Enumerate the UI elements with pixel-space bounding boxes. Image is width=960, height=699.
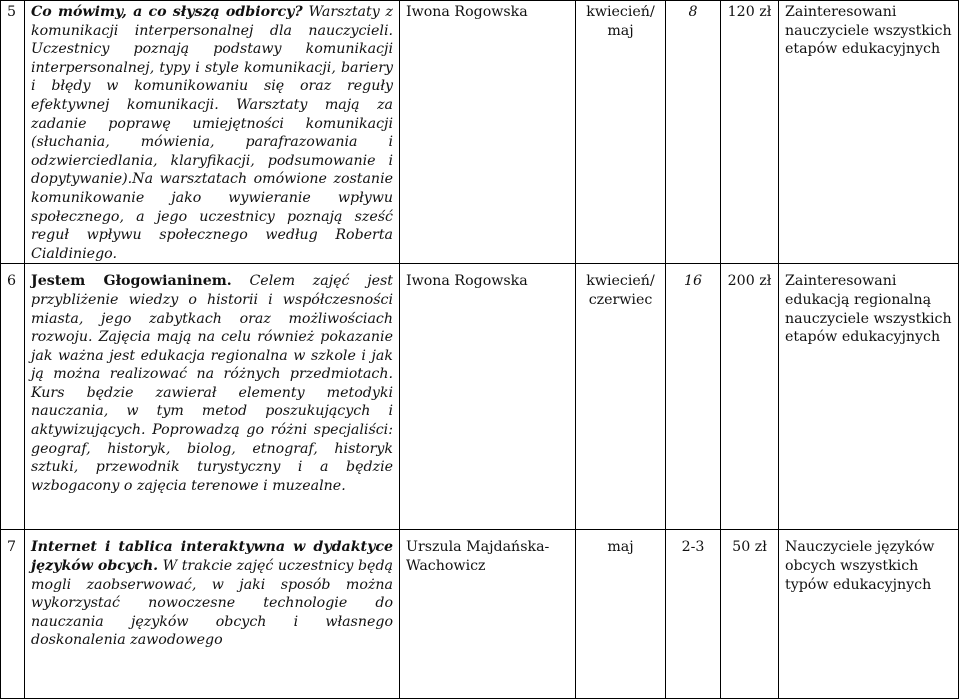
- course-target: Zainteresowani nauczyciele wszystkich etapów edukacyjnych: [779, 1, 959, 264]
- row-number: 6: [1, 264, 25, 530]
- course-price: 50 zł: [721, 530, 779, 699]
- course-author: Iwona Rogowska: [400, 264, 576, 530]
- row-number: 7: [1, 530, 25, 699]
- course-date: kwiecień/ czerwiec: [576, 264, 666, 530]
- course-target: Nauczyciele języków obcych wszystkich typów edukacyjnych: [779, 530, 959, 699]
- course-title: Jestem Głogowianinem.: [31, 273, 232, 290]
- course-date: kwiecień/ maj: [576, 1, 666, 264]
- course-author: Iwona Rogowska: [400, 1, 576, 264]
- course-title: Co mówimy, a co słyszą odbiorcy?: [31, 4, 303, 20]
- course-target: Zainteresowani edukacją regionalną nauczyciele wszystkich etapów edukacyjnych: [779, 264, 959, 530]
- course-description: [25, 264, 400, 530]
- course-hours: 2-3: [666, 530, 721, 699]
- table-row: [1, 264, 959, 530]
- course-text: Celem zajęć jest przybliżenie wiedzy o historii i współczesności miasta, jego zabytkach oraz możliwościach rozwoju. Zajęcia mają na celu również pokazanie jak ważna jest edukacja regionalna w szkole i jak ją można realizować na różnych przedmiotach. Kurs będzie zawierał elementy metodyki nauczania, w tym metod poszukujących i aktywizujących. Poprowadzą go różni specjaliści: geograf, historyk, biolog, etnograf, historyk sztuki, przewodnik turystyczny i a będzie wzbogacony o zajęcia terenowe i muzealne.: [31, 273, 393, 494]
- course-hours: 8: [666, 1, 721, 264]
- course-price: 200 zł: [721, 264, 779, 530]
- row-number: 5: [1, 1, 25, 264]
- course-text: W trakcie zajęć uczestnicy będą mogli zaobserwować, w jaki sposób można wykorzystać nowoczesne technologie do nauczania języków obcych i własnego doskonalenia zawodowego: [31, 557, 393, 649]
- course-title: Internet i tablica interaktywna w dydaktyce języków obcych.: [31, 539, 393, 574]
- course-hours: 16: [666, 264, 721, 530]
- course-text: Warsztaty z komunikacji interpersonalnej dla nauczycieli. Uczestnicy poznają podstawy komunikacji interpersonalnej, typy i style komunikacji, bariery i błędy w komunikowaniu się oraz reguły efektywnej komunikacji. Warsztaty mają za zadanie poprawę umiejętności komunikacji (słuchania, mówienia, parafrazowania i odzwierciedlania, klaryfikacji, podsumowanie i dopytywanie).Na warsztatach omówione zostanie komunikowanie jako wywieranie wpływu społecznego, a jego uczestnicy poznają sześć reguł wpływu społecznego według Roberta Cialdiniego.: [31, 4, 393, 262]
- course-author: Urszula Majdańska-Wachowicz: [400, 530, 576, 699]
- course-description: [25, 530, 400, 699]
- table-row: [1, 1, 959, 264]
- course-date: maj: [576, 530, 666, 699]
- table-row: [1, 530, 959, 699]
- course-price: 120 zł: [721, 1, 779, 264]
- course-description: [25, 1, 400, 264]
